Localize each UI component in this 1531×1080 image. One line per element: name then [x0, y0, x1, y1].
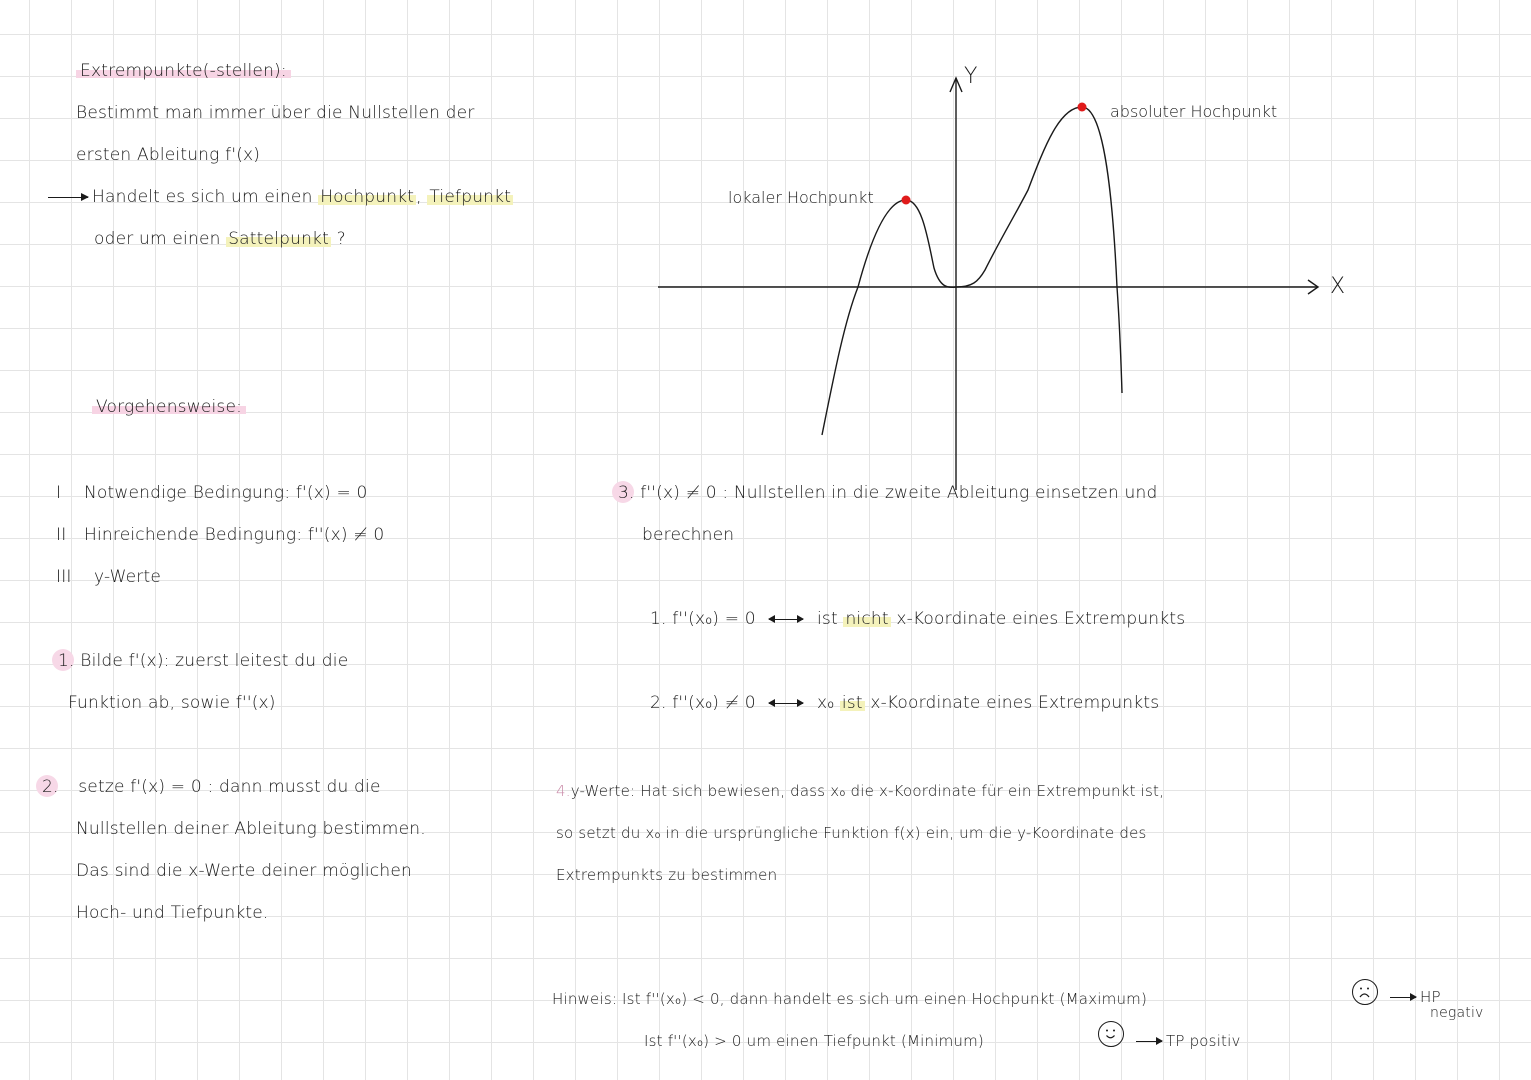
intro-line-3	[92, 186, 513, 208]
x-axis-label: X	[1330, 274, 1346, 299]
step-3-text: f''(x) ≠ 0 : Nullstellen in die zweite Ableitung einsetzen und	[640, 483, 1158, 503]
step-3-case-2	[650, 692, 1159, 714]
double-arrow-icon	[769, 703, 803, 704]
highlight-nicht: nicht	[845, 609, 889, 629]
step-2-line-4: Hoch- und Tiefpunkte.	[76, 903, 269, 923]
intro-line-1: Bestimmt man immer über die Nullstellen der	[76, 103, 475, 123]
case-2-condition: 2. f''(x₀) ≠ 0	[650, 693, 756, 713]
happy-face-icon	[1098, 1021, 1124, 1047]
highlight-tiefpunkt: Tiefpunkt	[429, 187, 512, 207]
intro-line-2: ersten Ableitung f'(x)	[76, 145, 261, 165]
sad-face-icon	[1352, 979, 1378, 1005]
double-arrow-icon	[769, 619, 803, 620]
sad-note: negativ	[1430, 1005, 1484, 1021]
step-1-text: Bilde f'(x): zuerst leitest du die	[80, 651, 349, 671]
absolute-max-label: absoluter Hochpunkt	[1110, 102, 1278, 121]
happy-result	[1132, 1030, 1241, 1052]
step-2-line-1	[42, 776, 381, 798]
case-1-post: x-Koordinate eines Extrempunkts	[890, 609, 1186, 629]
intro-line-3-text: Handelt es sich um einen	[92, 187, 319, 207]
local-max-point	[902, 196, 911, 205]
procedure-step-text: Notwendige Bedingung: f'(x) = 0	[84, 483, 368, 503]
intro-line-4-text: oder um einen	[94, 229, 227, 249]
roman-numeral: III	[56, 567, 72, 587]
step-4-text: y-Werte: Hat sich bewiesen, dass x₀ die x-Koordinate für ein Extrempunkt ist,	[570, 782, 1165, 800]
procedure-title: Vorgehensweise:	[92, 397, 246, 417]
step-3-line-1	[618, 482, 1158, 504]
x-axis-arrow-icon	[1308, 280, 1318, 294]
step-2-line-2: Nullstellen deiner Ableitung bestimmen.	[76, 819, 426, 839]
procedure-step-text: Hinreichende Bedingung: f''(x) ≠ 0	[84, 525, 385, 545]
step-number-badge: 1.	[58, 651, 75, 671]
roman-numeral: I	[56, 483, 62, 503]
procedure-step-3	[56, 566, 161, 588]
case-1-condition: 1. f''(x₀) = 0	[650, 609, 756, 629]
procedure-step-1	[56, 482, 368, 504]
highlight-hochpunkt: Hochpunkt	[320, 187, 415, 207]
function-curve	[822, 107, 1122, 435]
intro-line-4	[94, 228, 346, 250]
hp-label: HP	[1420, 988, 1441, 1006]
step-2-text: setze f'(x) = 0 : dann musst du die	[78, 777, 381, 797]
step-number-badge: 3.	[618, 483, 635, 503]
case-2-pre: x₀	[816, 693, 840, 713]
case-2-post: x-Koordinate eines Extrempunkts	[864, 693, 1160, 713]
right-arrow-icon	[1136, 1041, 1162, 1042]
title-highlight: Extrempunkte(-stellen):	[76, 61, 291, 81]
step-3-case-1	[650, 608, 1185, 630]
procedure-step-2	[56, 524, 384, 546]
section-title-extrempunkte	[76, 60, 291, 82]
y-axis-label: Y	[964, 64, 978, 89]
procedure-step-text: y-Werte	[94, 567, 161, 587]
question-mark: ?	[330, 229, 346, 249]
absolute-max-point	[1078, 103, 1087, 112]
step-1-line-2: Funktion ab, sowie f''(x)	[68, 693, 276, 713]
highlight-ist: ist	[841, 693, 863, 713]
step-4-line-3: Extrempunkts zu bestimmen	[556, 866, 778, 884]
case-1-pre: ist	[816, 609, 844, 629]
separator: ,	[416, 187, 428, 207]
hint-line-1: Hinweis: Ist f''(x₀) < 0, dann handelt es sich um einen Hochpunkt (Maximum)	[552, 990, 1148, 1008]
step-3-line-2: berechnen	[642, 525, 735, 545]
y-axis-arrow-icon	[950, 78, 962, 92]
right-arrow-icon	[1390, 997, 1416, 998]
hint-line-2: Ist f''(x₀) > 0 um einen Tiefpunkt (Minimum)	[644, 1032, 984, 1050]
step-4-line-2: so setzt du x₀ in die ursprüngliche Funktion f(x) ein, um die y-Koordinate des	[556, 824, 1147, 842]
step-number-badge: 2.	[42, 777, 59, 797]
roman-numeral: II	[56, 525, 67, 545]
tp-label: TP positiv	[1166, 1032, 1241, 1050]
step-2-line-3: Das sind die x-Werte deiner möglichen	[76, 861, 412, 881]
right-arrow-icon	[48, 197, 88, 198]
local-max-label: lokaler Hochpunkt	[728, 188, 874, 207]
highlight-sattelpunkt: Sattelpunkt	[228, 229, 329, 249]
section-title-vorgehensweise	[92, 396, 246, 418]
step-number: 4.	[556, 782, 571, 800]
step-4-line-1	[556, 780, 1164, 802]
step-1-line-1	[58, 650, 348, 672]
